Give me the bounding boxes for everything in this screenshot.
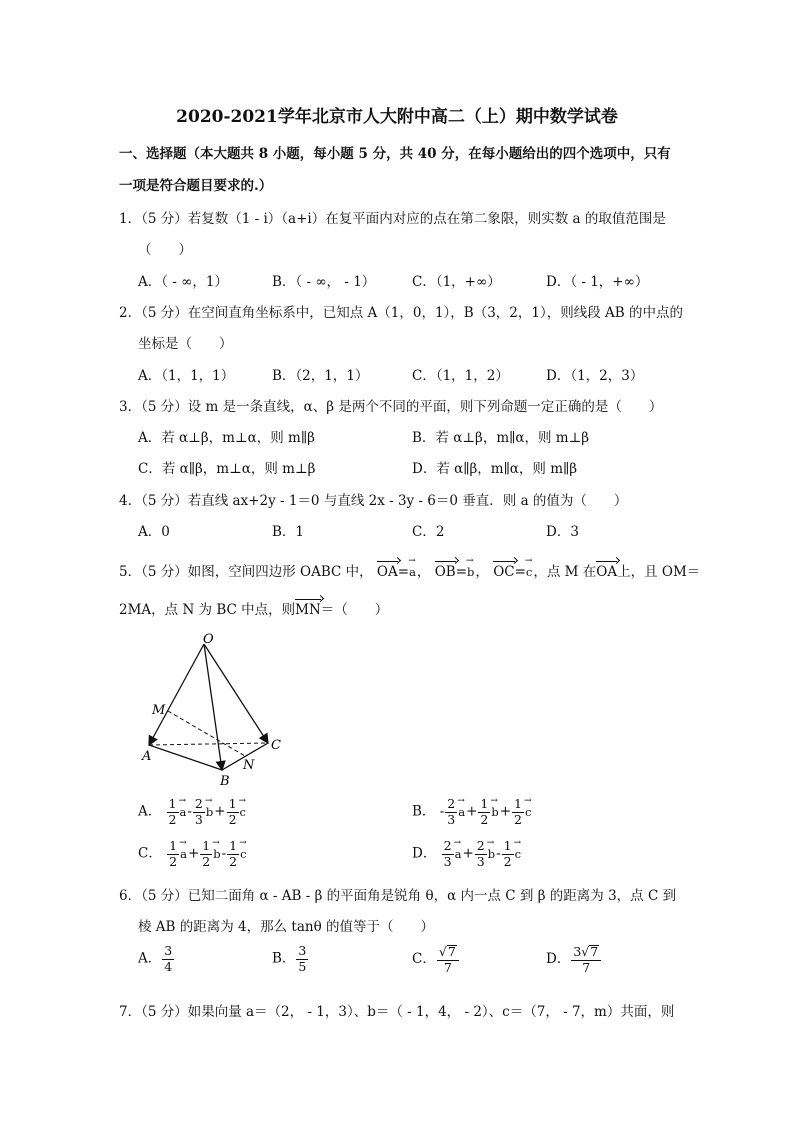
q5-option-d: D． $\frac{2}{3}$ → a+ $\frac{2}{3}$ → b- $\frac{1}{2}$ → c <box>412 840 522 868</box>
q4-option-b: B．1 <box>272 524 305 540</box>
section-heading-line1: 一、选择题（本大题共 8 小题，每小题 5 分，共 40 分，在每小题给出的四个选项中，只有 <box>119 146 671 162</box>
label-n: N <box>243 758 255 773</box>
q4-stem: 4．（5 分）若直线 ax+2y - 1＝0 与直线 2x - 3y - 6＝0 垂直．则 a 的值为（ ） <box>119 493 628 509</box>
page-title: 2020-2021学年北京市人大附中高二（上）期中数学试卷 <box>176 107 618 127</box>
q5-stem: 5．（5 分）如图，空间四边形 OABC 中， OA=→ a， OB=→ b， OC=→ c，点 M 在OA上，且 OM＝ <box>119 560 700 580</box>
label-b: B <box>220 774 230 789</box>
q2-option-c: C．（1，1，2） <box>412 368 509 384</box>
label-o: O <box>203 632 214 647</box>
q5-option-b: B． - $\frac{2}{3}$ → a+ $\frac{1}{2}$ → b+ $\frac{1}{2}$ → c <box>412 798 532 826</box>
edge-ac-hidden <box>149 743 268 745</box>
q6-option-b: B． $\frac{3}{5}$ <box>272 943 307 974</box>
q1-stem-cont: （ ） <box>138 242 192 258</box>
q3-option-b: B．若 α⊥β，m∥α，则 m⊥β <box>412 430 590 446</box>
q1-option-b: B．（ - ∞， - 1） <box>272 274 376 290</box>
vector-b: → b <box>467 565 474 579</box>
q4-option-c: C．2 <box>412 524 445 540</box>
q6-stem-cont: 棱 AB 的距离为 4，那么 tanθ 的值等于（ ） <box>138 919 435 935</box>
vector-oc: OC <box>493 564 515 580</box>
segment-mn <box>168 711 245 756</box>
q5-text-3: 上，且 OM＝ <box>617 564 701 580</box>
q5-stem-cont <box>119 598 388 618</box>
q7-stem: 7．（5 分）如果向量 a＝（2， - 1，3）、b＝（ - 1，4， - 2）、c＝（7， - 7，m）共面，则 <box>119 1004 675 1020</box>
q5-text-5: ＝（ ） <box>320 602 389 618</box>
q5-text-2: ，点 M 在 <box>533 564 597 580</box>
edge-oa <box>149 644 204 745</box>
tetrahedron-figure <box>130 628 300 793</box>
q4-option-d: D．3 <box>546 524 579 540</box>
q3-option-c: C．若 α∥β，m⊥α，则 m⊥β <box>138 461 316 477</box>
q2-stem-cont: 坐标是（ ） <box>138 336 233 352</box>
label-m: M <box>152 703 166 718</box>
q2-option-d: D．（1，2，3） <box>546 368 644 384</box>
q2-stem: 2．（5 分）在空间直角坐标系中，已知点 A（1，0，1），B（3，2，1），则线段 AB 的中点的 <box>119 305 683 321</box>
q6-option-c: C． $\frac{√7}{7}$ <box>412 945 460 974</box>
q3-option-a: A．若 α⊥β，m⊥α，则 m∥β <box>138 430 315 446</box>
q1-option-c: C．（1，+∞） <box>412 274 501 290</box>
q5-text-4: 2MA，点 N 为 BC 中点，则 <box>119 602 296 618</box>
vector-oa-2: OA <box>596 564 618 580</box>
vector-ob: OB <box>434 564 456 580</box>
q6-option-a: A． $\frac{3}{4}$ <box>138 943 173 974</box>
label-a: A <box>142 749 152 764</box>
q5-option-a: A． $\frac{1}{2}$ → a- $\frac{2}{3}$ → b+ $\frac{1}{2}$ → c <box>138 798 247 826</box>
q1-option-d: D．（ - 1，+∞） <box>546 274 649 290</box>
q2-option-a: A．（1，1，1） <box>138 368 235 384</box>
q6-stem: 6．（5 分）已知二面角 α - AB - β 的平面角是锐角 θ，α 内一点 C 到 β 的距离为 3，点 C 到 <box>119 888 677 904</box>
vector-oa: OA <box>376 564 398 580</box>
vector-a: → a <box>409 565 416 579</box>
q2-option-b: B．（2，1，1） <box>272 368 369 384</box>
edge-ab <box>149 745 222 770</box>
vector-mn: MN <box>295 602 321 618</box>
q5-option-c: C． $\frac{1}{2}$ → a+ $\frac{1}{2}$ → b- $\frac{1}{2}$ → c <box>138 840 248 868</box>
q5-text-1: 5．（5 分）如图，空间四边形 OABC 中， <box>119 564 373 580</box>
q4-option-a: A．0 <box>138 524 170 540</box>
section-heading-line2: 一项是符合题目要求的.） <box>119 178 273 194</box>
q3-option-d: D．若 α∥β，m∥α，则 m∥β <box>412 461 578 477</box>
q6-option-d: D． $\frac{3√7}{7}$ <box>546 945 602 974</box>
label-c: C <box>271 738 281 753</box>
q3-stem: 3．（5 分）设 m 是一条直线，α、β 是两个不同的平面，则下列命题一定正确的是（ ） <box>119 399 663 415</box>
edge-ob <box>204 644 222 770</box>
edge-oc <box>204 644 268 743</box>
q1-stem: 1．（5 分）若复数（1 - i）（a+i）在复平面内对应的点在第二象限，则实数 a 的取值范围是 <box>119 211 666 227</box>
q1-option-a: A．（ - ∞，1） <box>138 274 228 290</box>
vector-c: → c <box>526 565 532 579</box>
